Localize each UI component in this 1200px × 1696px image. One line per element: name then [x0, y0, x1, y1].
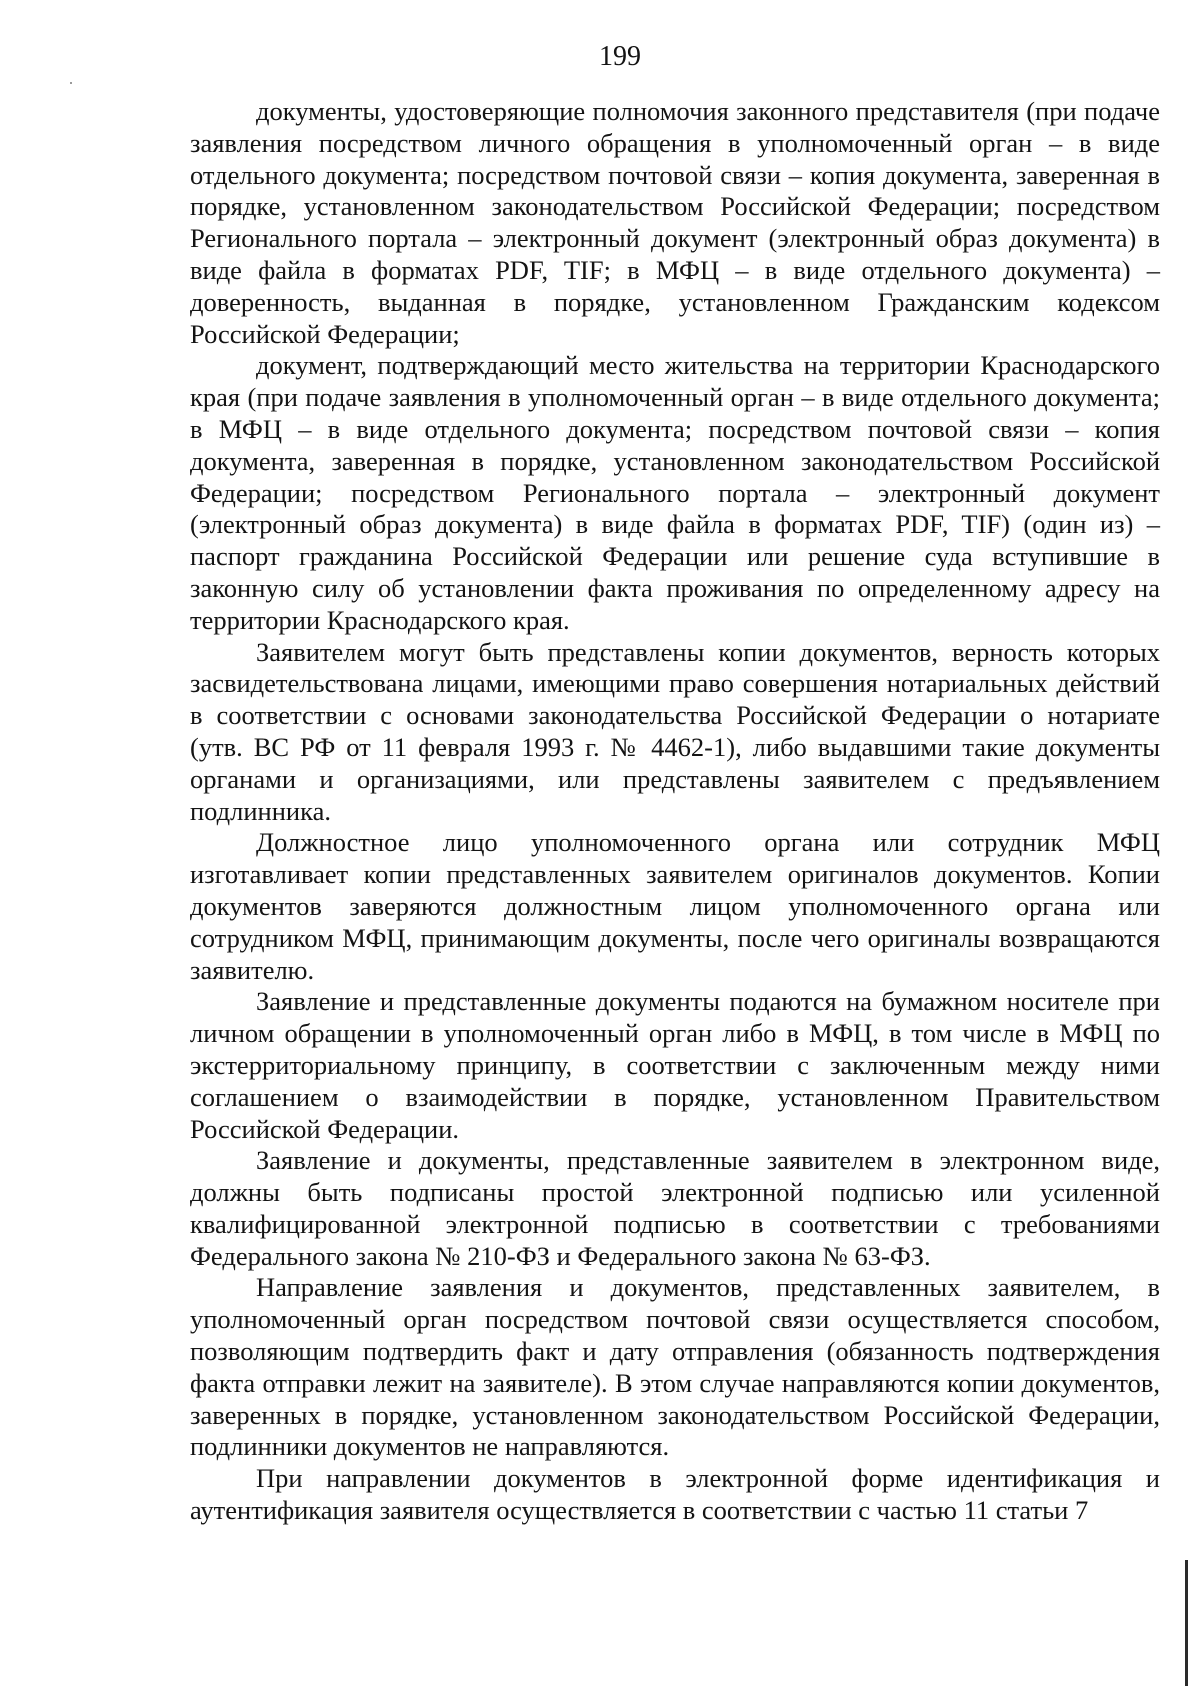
page-number: 199	[599, 41, 641, 72]
paragraph-postal-submission: Направление заявления и документов, представленных заявителем, в уполномоченный орган посредством почтовой связи осуществляется способом, позволяющим подтвердить факт и дату отправления (обязанность подтверждения факта отправки лежит на заявителе). В этом случае направляются копии документов, заверенных в порядке, установленном законодательством Российской Федерации, подлинники документов не направляются.	[190, 1272, 1160, 1462]
paragraph-representative-documents: документы, удостоверяющие полномочия законного представителя (при подаче заявления посредством личного обращения в уполномоченный орган – в виде отдельного документа; посредством почтовой связи – копия документа, заверенная в порядке, установленном законодательством Российской Федерации; посредством Регионального портала – электронный документ (электронный образ документа) в виде файла в форматах PDF, TIF; в МФЦ – в виде отдельного документа) – доверенность, выданная в порядке, установленном Гражданским кодексом Российской Федерации;	[190, 96, 1160, 349]
paragraph-certified-copies: Заявителем могут быть представлены копии документов, верность которых засвидетельствована лицами, имеющими право совершения нотариальных действий в соответствии с основами законодательства Российской Федерации о нотариате (утв. ВС РФ от 11 февраля 1993 г. № 4462-1), либо выдавшими такие документы органами и организациями, или представлены заявителем с предъявлением подлинника.	[190, 636, 1160, 826]
paragraph-electronic-signature: Заявление и документы, представленные заявителем в электронном виде, должны быть подписаны простой электронной подписью или усиленной квалифицированной электронной подписью в соответствии с требованиями Федерального закона № 210-ФЗ и Федерального закона № 63-ФЗ.	[190, 1145, 1160, 1271]
paragraph-electronic-identification: При направлении документов в электронной форме идентификация и аутентификация заявителя осуществляется в соответствии с частью 11 статьи 7	[190, 1463, 1160, 1526]
paragraph-copy-certification: Должностное лицо уполномоченного органа или сотрудник МФЦ изготавливает копии представленных заявителем оригиналов документов. Копии документов заверяются должностным лицом уполномоченного органа или сотрудником МФЦ, принимающим документы, после чего оригиналы возвращаются заявителю.	[190, 827, 1160, 985]
scan-artifact-dot	[70, 82, 72, 84]
paragraph-paper-submission: Заявление и представленные документы подаются на бумажном носителе при личном обращении в уполномоченный орган либо в МФЦ, в том числе в МФЦ по экстерриториальному принципу, в соответствии с заключенным между ними соглашением о взаимодействии в порядке, установленном Правительством Российской Федерации.	[190, 986, 1160, 1144]
document-body	[190, 96, 1160, 1527]
paragraph-residence-document: документ, подтверждающий место жительства на территории Краснодарского края (при подаче заявления в уполномоченный орган – в виде отдельного документа; в МФЦ – в виде отдельного документа; посредством почтовой связи – копия документа, заверенная в порядке, установленном законодательством Российской Федерации; посредством Регионального портала – электронный документ (электронный образ документа) в виде файла в форматах PDF, TIF) (один из) – паспорт гражданина Российской Федерации или решение суда вступившие в законную силу об установлении факта проживания по определенному адресу на территории Краснодарского края.	[190, 350, 1160, 635]
scan-edge-mark	[1185, 1560, 1188, 1686]
